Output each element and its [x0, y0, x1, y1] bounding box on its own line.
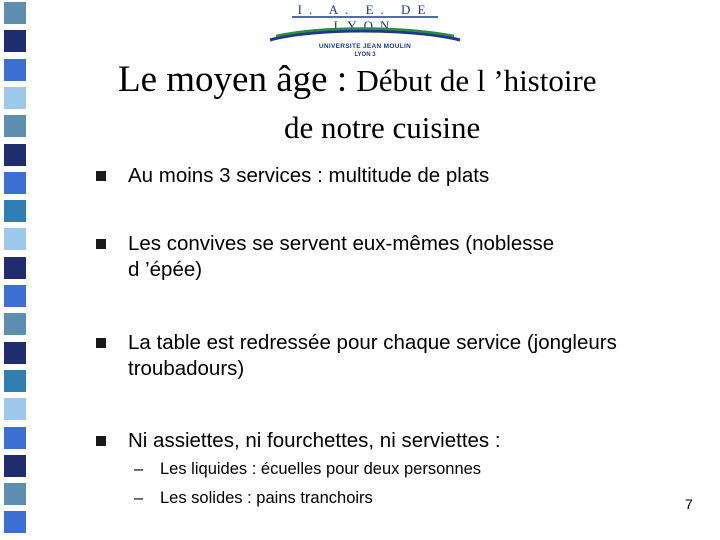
bullet-text-line: Les convives se servent eux-mêmes (noblesse: [128, 232, 555, 255]
stripe-square: [4, 342, 26, 364]
bullet-square-icon: [96, 171, 106, 181]
stripe-square: [4, 228, 26, 250]
stripe-square: [4, 2, 26, 24]
stripe-square: [4, 115, 26, 137]
sub-bullet-dash: –: [134, 460, 144, 478]
stripe-square: [4, 370, 26, 392]
stripe-square: [4, 30, 26, 52]
bullet-text-line: La table est redressée pour chaque service (jongleurs: [128, 331, 617, 354]
stripe-square: [4, 398, 26, 420]
stripe-square: [4, 455, 26, 477]
stripe-square: [4, 257, 26, 279]
bullet-square-icon: [96, 239, 106, 249]
logo-city: LYON 3: [354, 52, 376, 58]
bullet-text: [128, 330, 708, 382]
bullet-square-icon: [96, 436, 106, 446]
title-part2: Début de l ’histoire: [356, 63, 597, 98]
stripe-square: [4, 87, 26, 109]
bullet-square-icon: [96, 338, 106, 348]
bullet-text: Ni assiettes, ni fourchettes, ni serviettes :: [128, 429, 501, 452]
sub-bullet-item: [134, 489, 373, 508]
title-part1: Le moyen âge :: [118, 59, 348, 100]
bullet-text-line: troubadours): [128, 357, 245, 380]
stripe-square: [4, 200, 26, 222]
sub-bullet-item: [134, 460, 481, 479]
stripe-square: [4, 511, 26, 533]
stripe-square: [4, 172, 26, 194]
slide-title-line1: [118, 58, 597, 101]
logo-university: UNIVERSITE JEAN MOULIN: [318, 43, 412, 50]
stripe-square: [4, 483, 26, 505]
page-number: 7: [685, 496, 693, 512]
stripe-square: [4, 313, 26, 335]
bullet-text-line: d ’épée): [128, 258, 203, 281]
sub-bullet-text: Les solides : pains tranchoirs: [160, 489, 373, 507]
stripe-square: [4, 285, 26, 307]
slide-title-line2: de notre cuisine: [284, 110, 481, 145]
bullet-text: [128, 231, 708, 283]
sub-bullet-dash: –: [134, 489, 144, 507]
sub-bullet-text: Les liquides : écuelles pour deux personnes: [160, 460, 482, 478]
stripe-square: [4, 144, 26, 166]
stripe-square: [4, 59, 26, 81]
stripe-square: [4, 427, 26, 449]
iae-lyon-logo: [262, 0, 468, 64]
logo-name: I. A. E. DE LYON: [297, 2, 433, 33]
decorative-stripe: [0, 0, 30, 540]
bullet-text: Au moins 3 services : multitude de plats: [128, 164, 490, 187]
